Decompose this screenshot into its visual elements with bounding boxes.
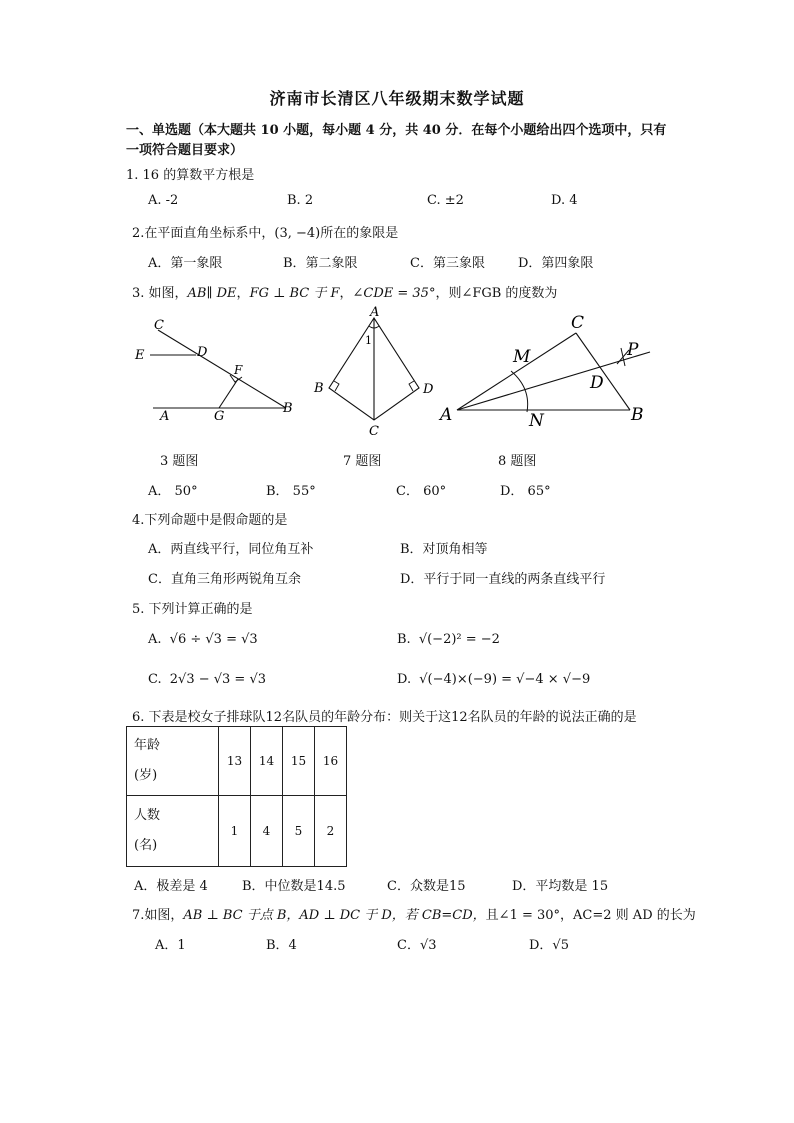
q5-option-a-expr: √6 ÷ √3 = √3 bbox=[169, 632, 258, 647]
table-header-count-line2: (名) bbox=[134, 838, 158, 853]
fig8-label-m: M bbox=[513, 347, 531, 367]
age-distribution-table bbox=[126, 726, 347, 867]
q3-option-c: C． 60° bbox=[396, 484, 447, 499]
q6-stem: 6. 下表是校女子排球队12名队员的年龄分布：则关于这12名队员的年龄的说法正确的是 bbox=[132, 710, 637, 725]
table-cell: 16 bbox=[315, 727, 347, 796]
table-cell: 13 bbox=[219, 727, 251, 796]
fig8-label-c: C bbox=[571, 313, 585, 333]
q3-angle: ∠CDE = 35° bbox=[352, 286, 436, 301]
q3-option-d: D． 65° bbox=[500, 484, 551, 499]
table-cell: 4 bbox=[251, 796, 283, 867]
q4-option-a: A．两直线平行，同位角互补 bbox=[148, 542, 314, 557]
page-title: 济南市长清区八年级期末数学试题 bbox=[269, 89, 525, 108]
q7-option-c: C．√3 bbox=[397, 938, 437, 953]
q5-option-d-expr: √(−4)×(−9) = √−4 × √−9 bbox=[419, 672, 591, 687]
q7-cond3: 若 CB=CD， bbox=[404, 908, 486, 923]
q2-stem bbox=[132, 222, 398, 241]
section-header-line1: 一、单选题（本大题共 10 小题，每小题 4 分，共 40 分．在每个小题给出四个选项中，只有 bbox=[126, 123, 667, 138]
fig7-label-1: 1 bbox=[365, 334, 372, 347]
fig8-label-n: N bbox=[529, 411, 544, 431]
fig7-label-c: C bbox=[369, 424, 379, 439]
table-header-age-line2: (岁) bbox=[134, 768, 158, 783]
q2-point: (3, −4) bbox=[274, 226, 321, 241]
q5-option-c bbox=[148, 672, 266, 687]
q7-option-b: B．4 bbox=[266, 938, 297, 953]
figure-8-diagram bbox=[435, 308, 660, 433]
q3-stem: 3. 如图，AB∥ DE，FG ⊥ BC 于 F，∠CDE = 35°，则∠FGB 的度数为 bbox=[132, 286, 558, 301]
q7-cond5: AC=2 则 AD 的长为 bbox=[573, 908, 696, 923]
fig3-label-c: C bbox=[154, 318, 164, 333]
q5-option-c-expr: 2√3 − √3 = √3 bbox=[169, 672, 267, 687]
q2-option-b: B．第二象限 bbox=[283, 256, 358, 271]
q3-stem-suffix: ，则∠FGB 的度数为 bbox=[435, 286, 558, 301]
q5-option-d-label: D. bbox=[397, 672, 412, 687]
figure-7-diagram bbox=[305, 302, 445, 442]
table-header-count-line1: 人数 bbox=[134, 808, 161, 823]
table-header-age-line1: 年龄 bbox=[134, 738, 161, 753]
q2-stem-suffix: 所在的象限是 bbox=[320, 226, 399, 241]
q6-option-a: A．极差是 4 bbox=[134, 879, 208, 894]
q2-option-c: C．第三象限 bbox=[410, 256, 485, 271]
q5-stem: 5. 下列计算正确的是 bbox=[132, 602, 253, 617]
fig8-label-d: D bbox=[590, 373, 604, 393]
q5-option-b bbox=[397, 632, 500, 647]
table-row bbox=[127, 796, 347, 867]
section-header-line2: 一项符合题目要求） bbox=[126, 143, 244, 158]
q1-stem: 1. 16 的算数平方根是 bbox=[126, 168, 255, 183]
fig7-label-b: B bbox=[314, 381, 324, 396]
q7-option-a: A．1 bbox=[155, 938, 186, 953]
q4-option-b: B．对顶角相等 bbox=[400, 542, 488, 557]
q7-cond2: AD ⊥ DC 于 D， bbox=[299, 908, 405, 923]
table-cell: 1 bbox=[219, 796, 251, 867]
fig3-caption: 3 题图 bbox=[160, 454, 199, 469]
fig7-label-d: D bbox=[423, 382, 434, 397]
q5-option-a-label: A. bbox=[148, 632, 162, 647]
table-header-count bbox=[127, 796, 219, 867]
fig8-caption: 8 题图 bbox=[498, 454, 537, 469]
q3-perp: FG ⊥ BC 于 F bbox=[249, 286, 340, 301]
q7-stem bbox=[132, 904, 696, 923]
table-cell: 5 bbox=[283, 796, 315, 867]
q3-option-a: A． 50° bbox=[148, 484, 198, 499]
q5-option-a bbox=[148, 632, 258, 647]
fig3-label-b: B bbox=[283, 401, 293, 416]
table-cell: 14 bbox=[251, 727, 283, 796]
fig3-label-g: G bbox=[214, 409, 225, 424]
q1-option-d: D. 4 bbox=[551, 193, 578, 208]
table-cell: 15 bbox=[283, 727, 315, 796]
q7-option-d: D．√5 bbox=[529, 938, 569, 953]
table-row bbox=[127, 727, 347, 796]
fig8-label-a: A bbox=[440, 405, 453, 425]
q5-option-b-expr: √(−2)² = −2 bbox=[418, 632, 500, 647]
fig7-label-a: A bbox=[370, 305, 380, 320]
fig3-label-d: D bbox=[197, 345, 208, 360]
fig7-caption: 7 题图 bbox=[343, 454, 382, 469]
q6-option-c: C．众数是15 bbox=[387, 879, 466, 894]
q5-option-d bbox=[397, 672, 590, 687]
q5-option-b-label: B. bbox=[397, 632, 411, 647]
fig3-label-f: F bbox=[234, 363, 243, 377]
q7-cond4: 且∠1 = 30°， bbox=[485, 908, 574, 923]
q1-option-b: B. 2 bbox=[287, 193, 314, 208]
q6-option-b: B．中位数是14.5 bbox=[242, 879, 346, 894]
q2-stem-prefix: 2.在平面直角坐标系中， bbox=[132, 226, 275, 241]
q6-option-d: D．平均数是 15 bbox=[512, 879, 609, 894]
q2-option-a: A．第一象限 bbox=[148, 256, 223, 271]
table-cell: 2 bbox=[315, 796, 347, 867]
table-header-age bbox=[127, 727, 219, 796]
q5-option-c-label: C. bbox=[148, 672, 162, 687]
figure-3-diagram bbox=[120, 312, 310, 432]
q7-cond1: AB ⊥ BC 于点 B， bbox=[183, 908, 300, 923]
q2-option-d: D．第四象限 bbox=[518, 256, 594, 271]
q3-option-b: B． 55° bbox=[266, 484, 316, 499]
q4-option-c: C．直角三角形两锐角互余 bbox=[148, 572, 301, 587]
q3-parallel: AB∥ DE bbox=[187, 286, 237, 301]
q4-stem: 4.下列命题中是假命题的是 bbox=[132, 513, 288, 528]
fig3-label-e: E bbox=[135, 348, 145, 363]
q4-option-d: D．平行于同一直线的两条直线平行 bbox=[400, 572, 606, 587]
fig8-label-p: P bbox=[627, 340, 639, 360]
fig8-label-b: B bbox=[631, 405, 644, 425]
q7-stem-prefix: 7.如图， bbox=[132, 908, 184, 923]
q3-stem-prefix: 3. 如图， bbox=[132, 286, 188, 301]
q1-option-a: A. -2 bbox=[148, 193, 179, 208]
fig3-label-a: A bbox=[160, 409, 170, 424]
q1-option-c: C. ±2 bbox=[427, 193, 464, 208]
